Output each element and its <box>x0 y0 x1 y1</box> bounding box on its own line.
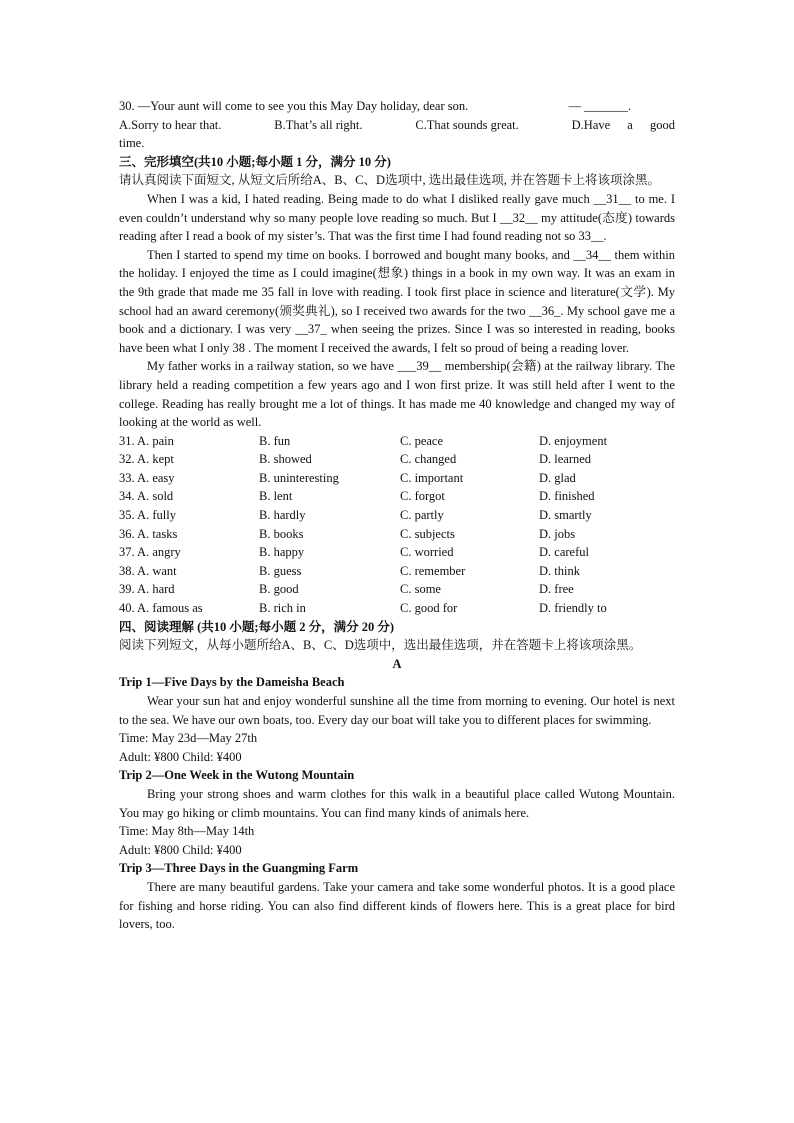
cloze-paragraph-3: My father works in a railway station, so we have ___39__ membership(会籍) at the railway library. The library held a reading competition a few years ago and I won first prize. It was still held after I went to the college. Reading has really brought me a lot of things. It has made me 40 knowledge and changed my way of looking at the world as well. <box>119 359 675 430</box>
section-3-title: 三、完形填空(共10 小题;每小题 1 分，满分 10 分) <box>119 154 391 169</box>
option-a: A.Sorry to hear that. <box>119 117 222 132</box>
trip-2-body: Bring your strong shoes and warm clothes for this walk in a beautiful place called Wutong Mountain. You may go hiking or climb mountains. You can find many kinds of animals here. <box>119 786 675 820</box>
section-4-title: 四、阅读理解 (共10 小题;每小题 2 分，满分 20 分) <box>119 619 394 634</box>
option-row: 39. A. hard B. good C. some D. free <box>119 582 574 597</box>
trip-2-price: Adult: ¥800 Child: ¥400 <box>119 842 242 857</box>
cloze-paragraph-2: Then I started to spend my time on books. I borrowed and bought many books, and __34__ them within the holiday. I enjoyed the time as I could imagine(想象) things in a book in my own way. It was an exam in the 9th grade that made me 35 fall in love with reading. I took first place in science and literature(文学). My school had an award ceremony(颁奖典礼), so I received two awards for the two __36_. My school gave me a book and a dictionary. I was very __37_ when seeing the prizes. Since I was so interested in reading, books have been what I only 38 . The moment I received the awards, I felt so proud of being a reading lover. <box>119 247 675 355</box>
trip-3-title: Trip 3—Three Days in the Guangming Farm <box>119 861 359 876</box>
option-row: 32. A. kept B. showed C. changed D. learned <box>119 452 592 467</box>
trip-1-title: Trip 1—Five Days by the Dameisha Beach <box>119 675 345 690</box>
trip-1-body: Wear your sun hat and enjoy wonderful sunshine all the time from morning to evening. Our hotel is next to the sea. We have our own boats, too. Every day our boat will take you to different places for swimming. <box>119 694 675 727</box>
option-d-continued: time. <box>119 136 145 151</box>
option-row: 37. A. angry B. happy C. worried D. careful <box>119 545 589 560</box>
section-4-instructions: 阅读下列短文，从每小题所给A、B、C、D选项中，选出最佳选项，并在答题卡上将该项涂黑。 <box>119 638 642 653</box>
trip-2-time: Time: May 8th—May 14th <box>119 824 255 839</box>
option-row: 35. A. fully B. hardly C. partly D. smartly <box>119 508 592 523</box>
cloze-paragraph-1: When I was a kid, I hated reading. Being made to do what I disliked really gave much __31__ to me. I even couldn’t understand why so many people love reading so much. But I __32__ my attitude(态度) towards reading after I read a book of my sister’s. That was the first time I had found reading not so 33__. <box>119 191 675 244</box>
trip-1-time: Time: May 23d—May 27th <box>119 731 258 746</box>
passage-letter: A <box>392 656 402 671</box>
question-30-stem: 30. —Your aunt will come to see you this May Day holiday, dear son. <box>119 99 469 113</box>
trip-1-price: Adult: ¥800 Child: ¥400 <box>119 749 242 764</box>
option-row: 34. A. sold B. lent C. forgot D. finished <box>119 489 595 504</box>
option-row: 40. A. famous as B. rich in C. good for D. friendly to <box>119 601 607 616</box>
option-d: D.Have a good <box>571 117 675 132</box>
option-c: C.That sounds great. <box>415 117 519 132</box>
question-30 <box>119 97 675 116</box>
trip-3-body: There are many beautiful gardens. Take your camera and take some wonderful photos. It is a good place for fishing and horse riding. You can also find different kinds of flowers here. This is a great place for bird lovers, too. <box>119 879 675 932</box>
question-30-reply: — _______. <box>568 99 631 113</box>
option-row: 33. A. easy B. uninteresting C. important D. glad <box>119 470 576 485</box>
option-row: 31. A. pain B. fun C. peace D. enjoyment <box>119 433 608 448</box>
cloze-options <box>119 432 675 618</box>
option-b: B.That’s all right. <box>274 117 363 132</box>
option-row: 36. A. tasks B. books C. subjects D. jobs <box>119 526 576 541</box>
option-row: 38. A. want B. guess C. remember D. think <box>119 563 580 578</box>
section-3-instructions: 请认真阅读下面短文, 从短文后所给A、B、C、D选项中, 选出最佳选项, 并在答题卡上将该项涂黑。 <box>119 173 660 188</box>
question-30-options <box>119 116 675 135</box>
exam-page <box>119 97 675 934</box>
trip-2-title: Trip 2—One Week in the Wutong Mountain <box>119 768 355 783</box>
